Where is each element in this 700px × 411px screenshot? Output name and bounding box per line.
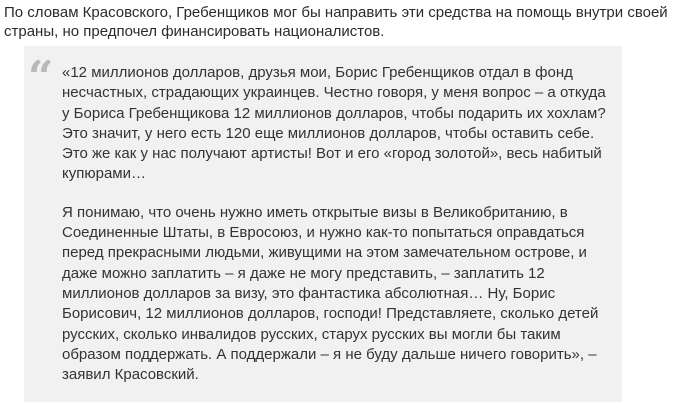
blockquote — [24, 46, 622, 402]
intro-paragraph: По словам Красовского, Гребенщиков мог бы направить эти средства на помощь внутри своей страны, но предпочел финансировать националистов. — [4, 4, 668, 40]
quote-paragraph-2: Я понимаю, что очень нужно иметь открытые визы в Великобританию, в Соединенные Штаты, в Евросоюз, и нужно как-то попытаться оправдаться перед прекрасными людьми, живущими на этом замечательном острове, и даже можно заплатить – я даже не могу представить, – заплатить 12 миллионов долларов за визу, это фантастика абсолютная… Ну, Борис Борисович, 12 миллионов долларов, господи! Представляете, сколько детей русских, сколько инвалидов русских, старух русских вы могли бы таким образом поддержать. А поддержали – я не буду дальше ничего говорить», – заявил Красовский. — [62, 203, 599, 384]
quote-paragraph-1: «12 миллионов долларов, друзья мои, Борис Гребенщиков отдал в фонд несчастных, страдающих украинцев. Честно говоря, у меня вопрос – а откуда у Бориса Гребенщикова 12 миллионов долларов, чтобы подарить их хохлам? Это значит, у него есть 120 еще миллионов долларов, чтобы оставить себе. Это же как у нас получают артисты! Вот и его «город золотой», весь набитый купюрами… — [62, 64, 606, 183]
quote-body — [62, 63, 614, 385]
quote-icon: “ — [28, 52, 54, 103]
